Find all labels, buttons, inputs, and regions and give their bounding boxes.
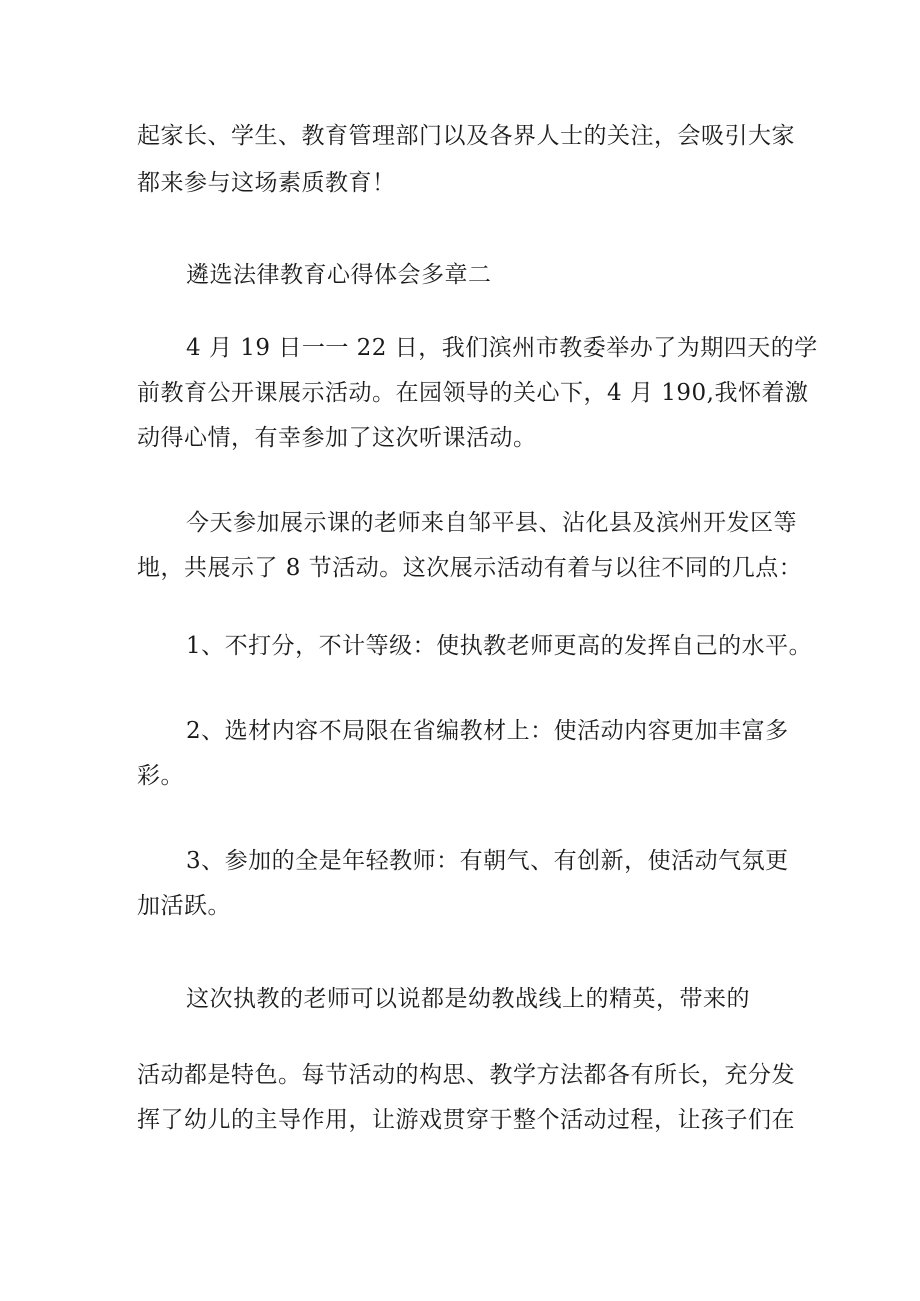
paragraph-line: 加活跃。	[137, 893, 231, 919]
list-item: 3、参加的全是年轻教师：有朝气、有创新，使活动气氛更	[186, 848, 789, 874]
paragraph-line: 地，共展示了 8 节活动。这次展示活动有着与以往不同的几点：	[137, 555, 803, 581]
paragraph-line: 4 月 19 日一一 22 日，我们滨州市教委举办了为期四天的学	[186, 335, 818, 361]
list-item: 1、不打分，不计等级：使执教老师更高的发挥自己的水平。	[186, 633, 813, 659]
paragraph-line: 都来参与这场素质教育！	[137, 170, 396, 196]
paragraph-line: 动得心情，有幸参加了这次听课活动。	[137, 425, 537, 451]
paragraph-line: 起家长、学生、教育管理部门以及各界人士的关注，会吸引大家	[137, 123, 795, 149]
paragraph-line: 前教育公开课展示活动。在园领导的关心下，4 月 190,我怀着激	[137, 380, 809, 406]
paragraph-line: 活动都是特色。每节活动的构思、教学方法都各有所长，充分发	[137, 1062, 795, 1088]
paragraph-line: 挥了幼儿的主导作用，让游戏贯穿于整个活动过程，让孩子们在	[137, 1107, 795, 1133]
section-heading: 遴选法律教育心得体会多章二	[186, 262, 492, 288]
paragraph-line: 今天参加展示课的老师来自邹平县、沾化县及滨州开发区等	[186, 510, 797, 536]
paragraph-line: 这次执教的老师可以说都是幼教战线上的精英，带来的	[186, 986, 750, 1012]
list-item: 2、选材内容不局限在省编教材上：使活动内容更加丰富多	[186, 718, 789, 744]
paragraph-line: 彩。	[137, 763, 184, 789]
